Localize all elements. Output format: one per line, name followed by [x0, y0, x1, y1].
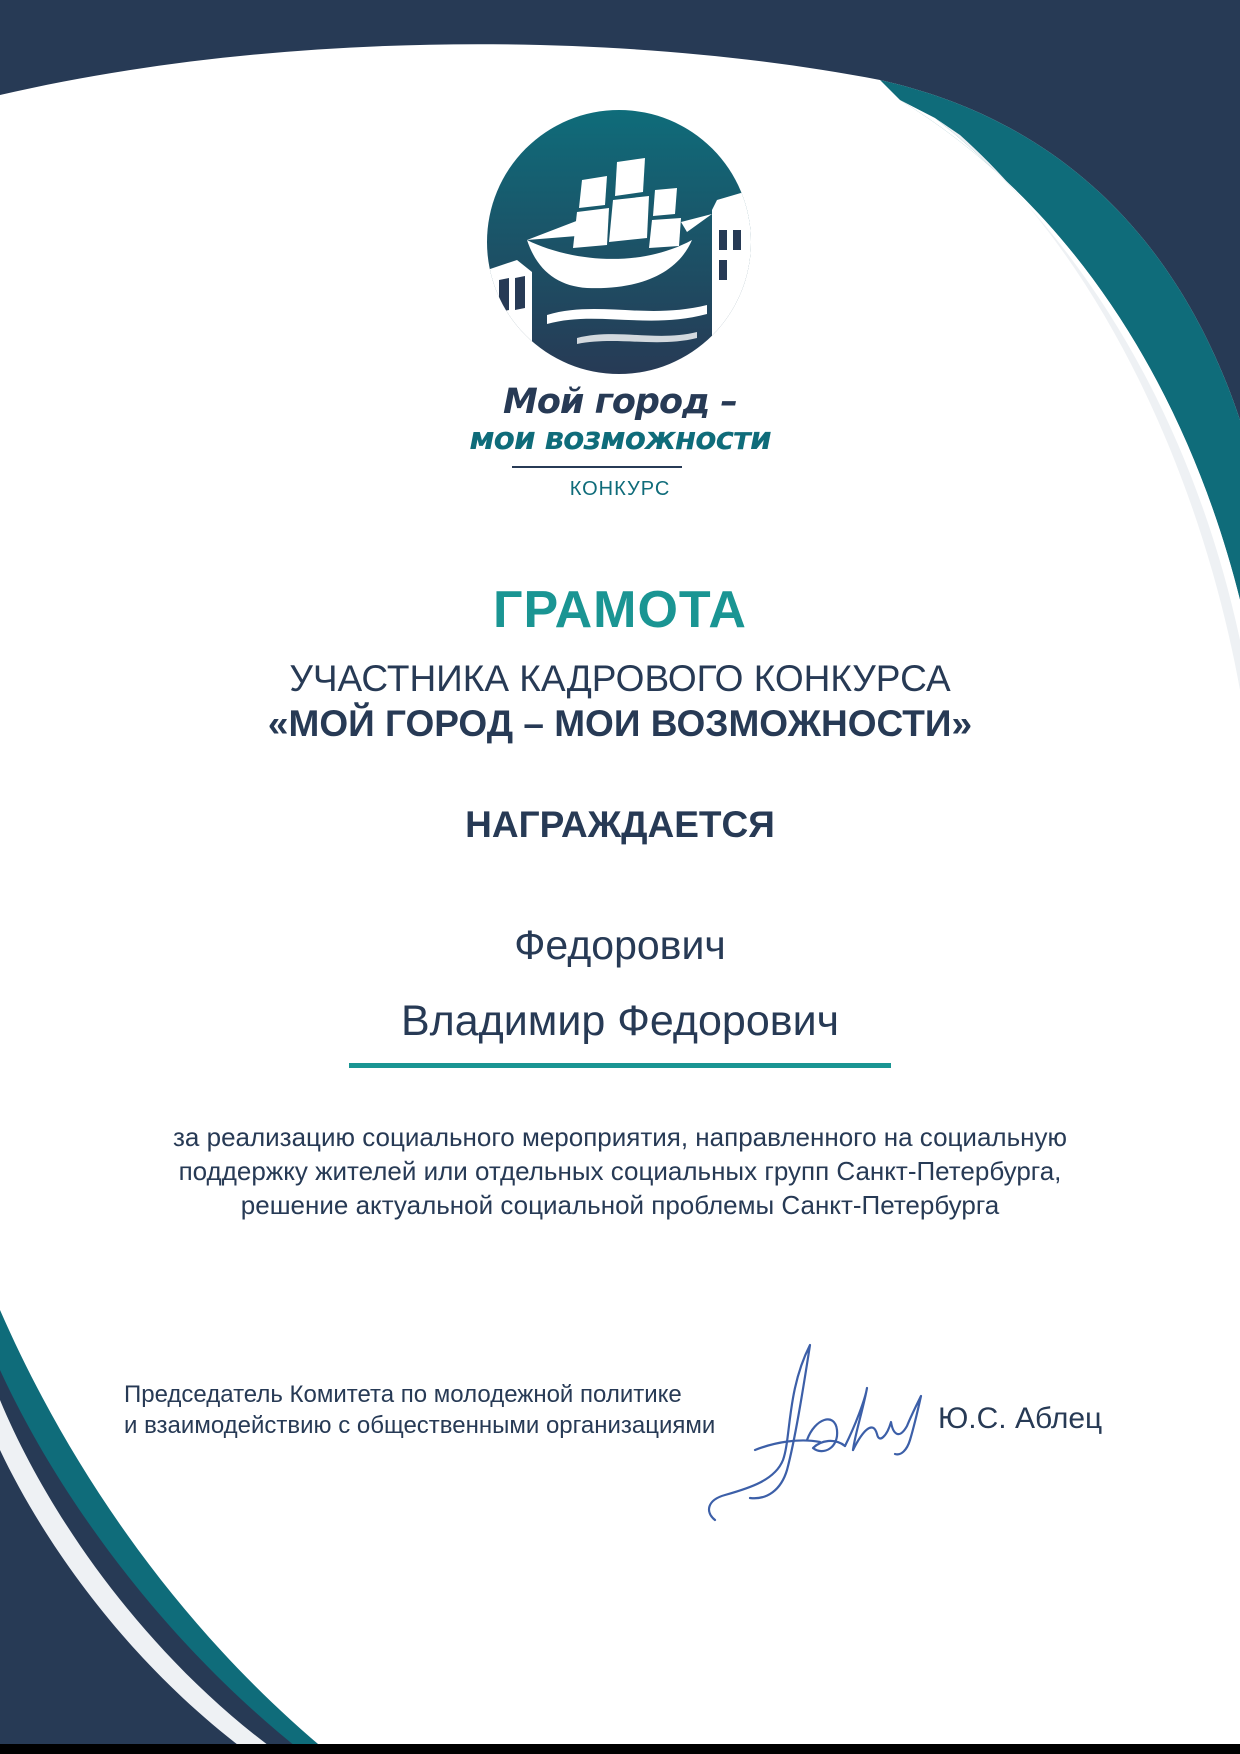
award-reason	[0, 1120, 1240, 1222]
award-reason-line: поддержку жителей или отдельных социальных групп Санкт-Петербурга,	[178, 1156, 1062, 1186]
recipient-underline	[349, 1063, 891, 1068]
logo-title-line2: мои возможности	[469, 421, 771, 457]
recipient-name-line1: Федорович	[514, 922, 726, 968]
recipient-name-line2: Владимир Федорович	[401, 997, 839, 1045]
signatory-name: Ю.С. Аблец	[938, 1402, 1103, 1435]
logo-subtitle: КОНКУРС	[569, 478, 671, 500]
sailing-ship-emblem-icon	[487, 110, 751, 374]
signatory-position-line1: Председатель Комитета по молодежной политике	[124, 1381, 682, 1408]
award-reason-line: за реализацию социального мероприятия, направленного на социальную	[173, 1122, 1067, 1152]
awarded-heading: НАГРАЖДАЕТСЯ	[465, 804, 775, 845]
certificate-subtitle-line1: УЧАСТНИКА КАДРОВОГО КОНКУРСА	[289, 658, 951, 699]
logo-title-line1: Мой город –	[503, 382, 737, 422]
certificate-title: ГРАМОТА	[493, 581, 747, 639]
certificate-subtitle-line2: «МОЙ ГОРОД – МОИ ВОЗМОЖНОСТИ»	[267, 703, 973, 744]
signatory-position-line2: и взаимодействию с общественными организациями	[124, 1412, 716, 1439]
award-reason-line: решение актуальной социальной проблемы Санкт-Петербурга	[240, 1190, 1000, 1220]
bottom-edge-bar	[0, 1744, 1240, 1754]
logo-divider	[512, 466, 682, 468]
signature-mark-icon	[695, 1330, 945, 1535]
signatory-position	[124, 1379, 715, 1441]
